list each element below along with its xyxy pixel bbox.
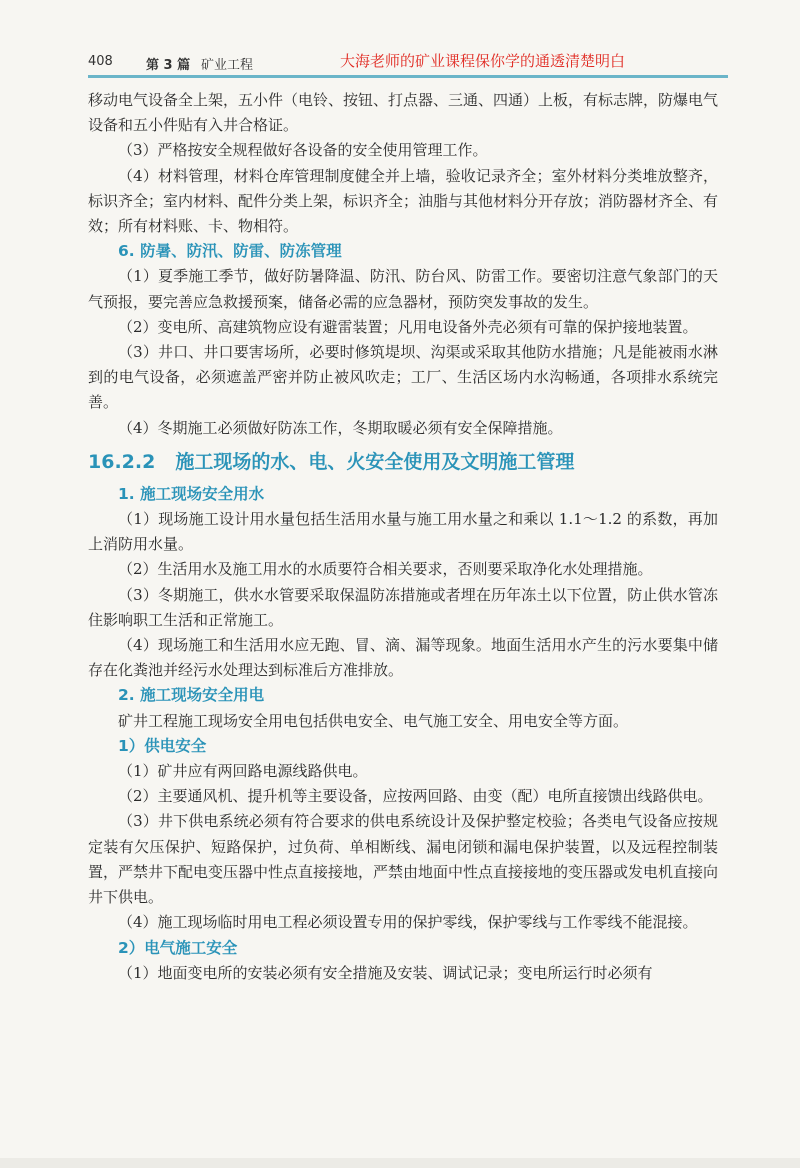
header-rule [88, 75, 728, 78]
paragraph: 矿井工程施工现场安全用电包括供电安全、电气施工安全、用电安全等方面。 [118, 711, 629, 730]
paragraph: （4）冬期施工必须做好防冻工作，冬期取暖必须有安全保障措施。 [118, 418, 563, 437]
subheading-electricity-safety: 2. 施工现场安全用电 [118, 686, 265, 705]
section-heading [88, 449, 718, 475]
paragraph: （2）主要通风机、提升机等主要设备，应按两回路、由变（配）电所直接馈出线路供电。 [118, 787, 713, 806]
section-title: 施工现场的水、电、火安全使用及文明施工管理 [175, 450, 575, 473]
watermark-text: 大海老师的矿业课程保你学的通透清楚明白 [340, 52, 626, 70]
part-label: 第 3 篇 [146, 58, 191, 73]
paragraph: 移动电气设备全上架，五小件（电铃、按钮、打点器、三通、四通）上板，有标志牌，防爆电气设备和五小件贴有入井合格证。 [88, 91, 719, 135]
paragraph: （3）井口、井口要害场所，必要时修筑堤坝、沟渠或采取其他防水措施；凡是能被雨水淋到的电气设备，必须遮盖严密并防止被风吹走；工厂、生活区场内水沟畅通，各项排水系统完善。 [88, 343, 718, 412]
page-header [88, 50, 728, 74]
page-number: 408 [88, 54, 113, 69]
paragraph: （1）现场施工设计用水量包括生活用水量与施工用水量之和乘以 1.1～1.2 的系数，再加上消防用水量。 [88, 510, 718, 554]
paragraph: （4）施工现场临时用电工程必须设置专用的保护零线，保护零线与工作零线不能混接。 [118, 913, 698, 932]
paragraph: （3）严格按安全规程做好各设备的安全使用管理工作。 [118, 141, 488, 160]
paragraph: （2）生活用水及施工用水的水质要符合相关要求，否则要采取净化水处理措施。 [118, 560, 653, 579]
subject-label: 矿业工程 [201, 58, 254, 73]
subheading-heat-flood-lightning-frost: 6. 防暑、防汛、防雷、防冻管理 [118, 242, 342, 261]
subheading-power-supply-safety: 1）供电安全 [118, 736, 207, 755]
paragraph: （1）矿井应有两回路电源线路供电。 [118, 762, 368, 781]
paragraph: （2）变电所、高建筑物应设有避雷装置；凡用电设备外壳必须有可靠的保护接地装置。 [118, 317, 698, 336]
paragraph: （3）井下供电系统必须有符合要求的供电系统设计及保护整定校验；各类电气设备应按规定装有欠压保护、短路保护，过负荷、单相断线、漏电闭锁和漏电保护装置，以及远程控制装置，严禁井下配电变压器中性点直接接地，严禁由地面中性点直接接地的变压器或发电机直接向井下供电。 [88, 812, 719, 907]
subheading-water-safety: 1. 施工现场安全用水 [118, 484, 265, 503]
paragraph: （4）材料管理，材料仓库管理制度健全并上墙，验收记录齐全；室外材料分类堆放整齐，标识齐全；室内材料、配件分类上架，标识齐全；油脂与其他材料分开存放；消防器材齐全、有效；所有材料账、卡、物相符。 [88, 166, 719, 236]
section-number: 16.2.2 [88, 450, 156, 473]
paragraph: （4）现场施工和生活用水应无跑、冒、滴、漏等现象。地面生活用水产生的污水要集中储存在化粪池并经污水处理达到标准后方准排放。 [88, 636, 718, 680]
paragraph: （3）冬期施工，供水水管要采取保温防冻措施或者埋在历年冻土以下位置，防止供水管冻住影响职工生活和正常施工。 [88, 585, 718, 629]
page-body [88, 88, 718, 986]
paragraph: （1）夏季施工季节，做好防暑降温、防汛、防台风、防雷工作。要密切注意气象部门的天气预报，要完善应急救援预案，储备必需的应急器材，预防突发事故的发生。 [88, 267, 718, 311]
subheading-electrical-construction-safety: 2）电气施工安全 [118, 938, 238, 957]
page-bottom-band [0, 1158, 800, 1168]
paragraph: （1）地面变电所的安装必须有安全措施及安装、调试记录；变电所运行时必须有 [118, 963, 653, 982]
